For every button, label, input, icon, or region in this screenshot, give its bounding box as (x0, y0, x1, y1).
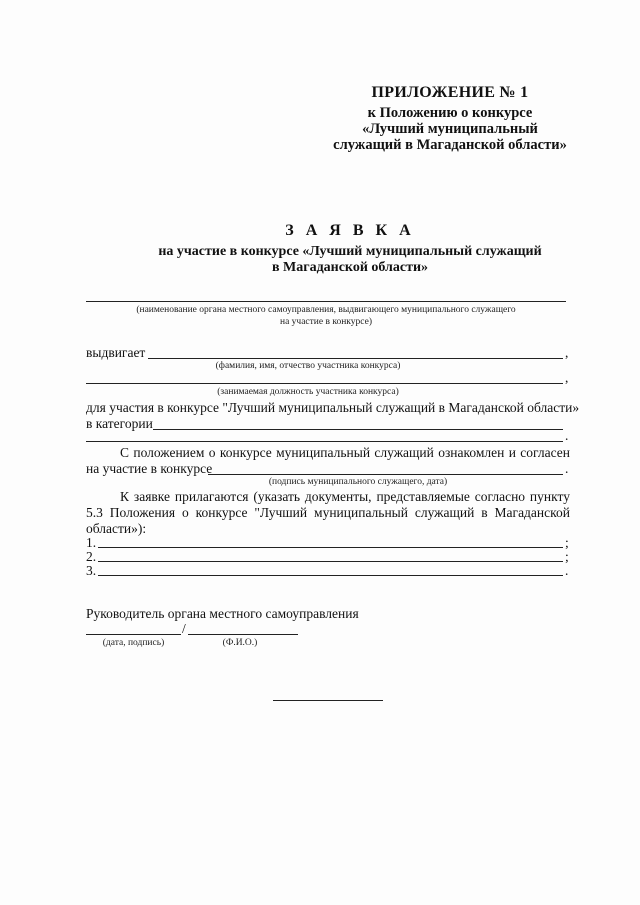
org-name-line[interactable] (86, 301, 566, 302)
item-2-line[interactable] (98, 561, 563, 562)
category-end: . (565, 428, 569, 443)
head-date-signature-line[interactable] (86, 634, 181, 635)
participant-signature-line[interactable] (208, 474, 563, 475)
item-1-line[interactable] (98, 547, 563, 548)
appendix-header (300, 85, 600, 153)
agree-text-1: С положением о конкурсе муниципальный служащий ознакомлен и согласен (120, 445, 570, 460)
title-main: З А Я В К А (285, 222, 415, 239)
bottom-separator (273, 700, 383, 701)
position-end: , (565, 370, 569, 385)
agree-end: . (565, 461, 569, 476)
item-3-line[interactable] (98, 575, 563, 576)
appendix-line-2: «Лучший муниципальный (362, 121, 538, 137)
name-caption: (фамилия, имя, отчество участника конкурса) (215, 361, 401, 371)
signature-caption: (подпись муниципального служащего, дата) (268, 477, 448, 487)
appendix-line-1: к Положению о конкурсе (367, 105, 533, 121)
participant-name-line[interactable] (148, 358, 563, 359)
attach-text-3: области»): (86, 521, 147, 536)
nominates-label: выдвигает (86, 345, 146, 360)
participation-text: для участия в конкурсе "Лучший муниципальный служащий в Магаданской области» (86, 400, 580, 415)
participant-position-line[interactable] (86, 383, 563, 384)
attach-text-1: К заявке прилагаются (указать документы, представляемые согласно пункту (120, 489, 570, 504)
appendix-line-3: служащий в Магаданской области» (333, 137, 567, 153)
agree-text-2: на участие в конкурсе (86, 461, 213, 476)
item-2-end: ; (565, 549, 569, 564)
category-line-2[interactable] (86, 441, 563, 442)
head-fio-line[interactable] (188, 634, 298, 635)
item-1-end: ; (565, 535, 569, 550)
org-caption-2: на участие в конкурсе) (280, 317, 372, 327)
title-sub-1: на участие в конкурсе «Лучший муниципальный служащий (158, 244, 542, 259)
org-caption-1: (наименование органа местного самоуправления, выдвигающего муниципального служащего (136, 305, 516, 315)
appendix-heading: ПРИЛОЖЕНИЕ № 1 (371, 84, 529, 101)
head-label: Руководитель органа местного самоуправления (86, 606, 359, 621)
title-sub-2: в Магаданской области» (271, 260, 429, 275)
fio-caption: (Ф.И.О.) (222, 638, 258, 648)
category-line[interactable] (153, 429, 563, 430)
category-label: в категории (86, 416, 153, 431)
attach-text-2: 5.3 Положения о конкурсе "Лучший муниципальный служащий в Магаданской (86, 505, 570, 520)
item-1-num: 1. (86, 535, 97, 550)
application-title (60, 222, 640, 276)
item-3-end: . (565, 563, 569, 578)
item-2-num: 2. (86, 549, 97, 564)
signature-slash: / (182, 621, 186, 636)
position-caption: (занимаемая должность участника конкурса) (217, 387, 399, 397)
nominates-end: , (565, 345, 569, 360)
item-3-num: 3. (86, 563, 97, 578)
date-caption: (дата, подпись) (102, 638, 165, 648)
